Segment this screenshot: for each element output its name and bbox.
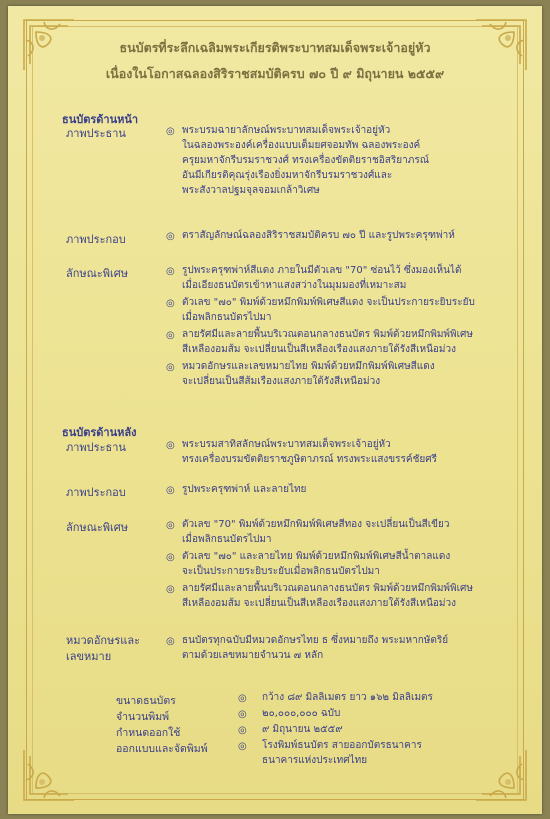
bullet-icon: ◎ bbox=[238, 725, 247, 736]
title-line-2: เนื่องในโอกาสฉลองสิริราชสมบัติครบ ๗๐ ปี ๙ มิถุนายน ๒๕๕๙ bbox=[105, 66, 445, 81]
bullet-icon: ◎ bbox=[238, 693, 247, 704]
footer-label-size: ขนาดธนบัตร bbox=[116, 695, 176, 707]
bullet-icon: ◎ bbox=[238, 741, 247, 752]
front-feature-4: หมวดอักษรและเลขหมายไทย พิมพ์ด้วยหมึกพิมพ์พิเศษสีแดง จะเปลี่ยนเป็นสีส้มเรืองแสงภายใต้รังสีเหนือม่วง bbox=[182, 361, 435, 387]
footer-label-designer: ออกแบบและจัดพิมพ์ bbox=[116, 743, 208, 755]
front-feature-2: ตัวเลข "๗๐" พิมพ์ด้วยหมึกพิมพ์พิเศษสีแดง จะเป็นประกายระยิบระยับ เมื่อพลิกธนบัตรไปมา bbox=[182, 297, 475, 323]
back-comp-text: รูปพระครุฑพ่าห์ และลายไทย bbox=[182, 484, 307, 495]
bullet-icon: ◎ bbox=[238, 709, 247, 720]
back-feature-3: ลายรัศมีและลายพื้นบริเวณตอนกลางธนบัตร พิมพ์ด้วยหมึกพิมพ์พิเศษ สีเหลืองอมส้ม จะเปลี่ยนเป็นสีเหลืองเรืองแสงภายใต้รังสีเหนือม่วง bbox=[182, 583, 473, 609]
front-heading: ธนบัตรด้านหน้า bbox=[62, 113, 139, 126]
bullet-icon: ◎ bbox=[166, 485, 175, 496]
back-heading: ธนบัตรด้านหลัง bbox=[62, 426, 137, 439]
back-feature-2: ตัวเลข "๗๐" และลายไทย พิมพ์ด้วยหมึกพิมพ์พิเศษสีน้ำตาลแดง จะเป็นประกายระยิบระยับเมื่อพลิกธนบัตรไปมา bbox=[182, 551, 451, 577]
footer-label-issue-date: กำหนดออกใช้ bbox=[116, 727, 181, 739]
bullet-icon: ◎ bbox=[166, 636, 175, 647]
corner-ornament-icon bbox=[20, 746, 78, 804]
bullet-icon: ◎ bbox=[166, 126, 175, 137]
bullet-icon: ◎ bbox=[166, 520, 175, 531]
back-comp-label: ภาพประกอบ bbox=[66, 486, 126, 499]
back-feat-label: ลักษณะพิเศษ bbox=[66, 521, 129, 534]
bullet-icon: ◎ bbox=[166, 298, 175, 309]
front-feature-3: ลายรัศมีและลายพื้นบริเวณตอนกลางธนบัตร พิมพ์ด้วยหมึกพิมพ์พิเศษ สีเหลืองอมส้ม จะเปลี่ยนเป็นสีเหลืองเรืองแสงภายใต้รังสีเหนือม่วง bbox=[182, 329, 473, 355]
info-card bbox=[8, 6, 542, 814]
bullet-icon: ◎ bbox=[166, 584, 175, 595]
bullet-icon: ◎ bbox=[166, 231, 175, 242]
footer-value-size: กว้าง ๘๙ มิลลิเมตร ยาว ๑๖๒ มิลลิเมตร bbox=[262, 692, 433, 703]
bullet-icon: ◎ bbox=[166, 266, 175, 277]
footer-value-quantity: ๒๐,๐๐๐,๐๐๐ ฉบับ bbox=[262, 708, 341, 719]
front-comp-text: ตราสัญลักษณ์ฉลองสิริราชสมบัติครบ ๗๐ ปี และรูปพระครุฑพ่าห์ bbox=[182, 230, 455, 241]
bullet-icon: ◎ bbox=[166, 330, 175, 341]
serial-label: หมวดอักษรและ เลขหมาย bbox=[66, 634, 140, 663]
footer-label-quantity: จำนวนพิมพ์ bbox=[116, 711, 170, 723]
back-main-text: พระบรมสาทิสลักษณ์พระบาทสมเด็จพระเจ้าอยู่หัว ทรงเครื่องบรมขัตติยราชภูษิตาภรณ์ ทรงพระแสงขรรค์ชัยศรี bbox=[182, 439, 437, 465]
title-line-1: ธนบัตรที่ระลึกเฉลิมพระเกียรติพระบาทสมเด็จพระเจ้าอยู่หัว bbox=[119, 40, 431, 55]
front-comp-label: ภาพประกอบ bbox=[66, 233, 126, 246]
front-feature-1: รูปพระครุฑพ่าห์สีแดง ภายในมีตัวเลข "70" ซ่อนไว้ ซึ่งมองเห็นได้ เมื่อเอียงธนบัตรเข้าหาแสงสว่างในมุมมองที่เหมาะสม bbox=[182, 265, 462, 291]
front-main-text: พระบรมฉายาลักษณ์พระบาทสมเด็จพระเจ้าอยู่หัว ในฉลองพระองค์เครื่องแบบเต็มยศจอมทัพ ฉลองพระองค์ ครุยมหาจักรีบรมราชวงศ์ ทรงเครื่องขัตติยราชอิสริยาภรณ์ อันมีเกียรติคุณรุ่งเรืองยิ่งมหาจักรีบรมราชวงศ์และ พระสังวาลปฐมจุลจอมเกล้าวิเศษ bbox=[182, 125, 429, 196]
back-feature-1: ตัวเลข "70" พิมพ์ด้วยหมึกพิมพ์พิเศษสีทอง จะเปลี่ยนเป็นสีเขียว เมื่อพลิกธนบัตรไปมา bbox=[182, 519, 450, 545]
footer-value-issue-date: ๙ มิถุนายน ๒๕๕๙ bbox=[262, 724, 343, 735]
back-main-label: ภาพประธาน bbox=[66, 441, 126, 454]
serial-text: ธนบัตรทุกฉบับมีหมวดอักษรไทย ธ ซึ่งหมายถึง พระมหากษัตริย์ ตามด้วยเลขหมายจำนวน ๗ หลัก bbox=[182, 635, 449, 661]
bullet-icon: ◎ bbox=[166, 552, 175, 563]
bullet-icon: ◎ bbox=[166, 362, 175, 373]
front-feat-label: ลักษณะพิเศษ bbox=[66, 267, 129, 280]
front-main-label: ภาพประธาน bbox=[66, 127, 126, 140]
footer-value-designer: โรงพิมพ์ธนบัตร สายออกบัตรธนาคาร ธนาคารแห่งประเทศไทย bbox=[262, 740, 422, 766]
bullet-icon: ◎ bbox=[166, 440, 175, 451]
